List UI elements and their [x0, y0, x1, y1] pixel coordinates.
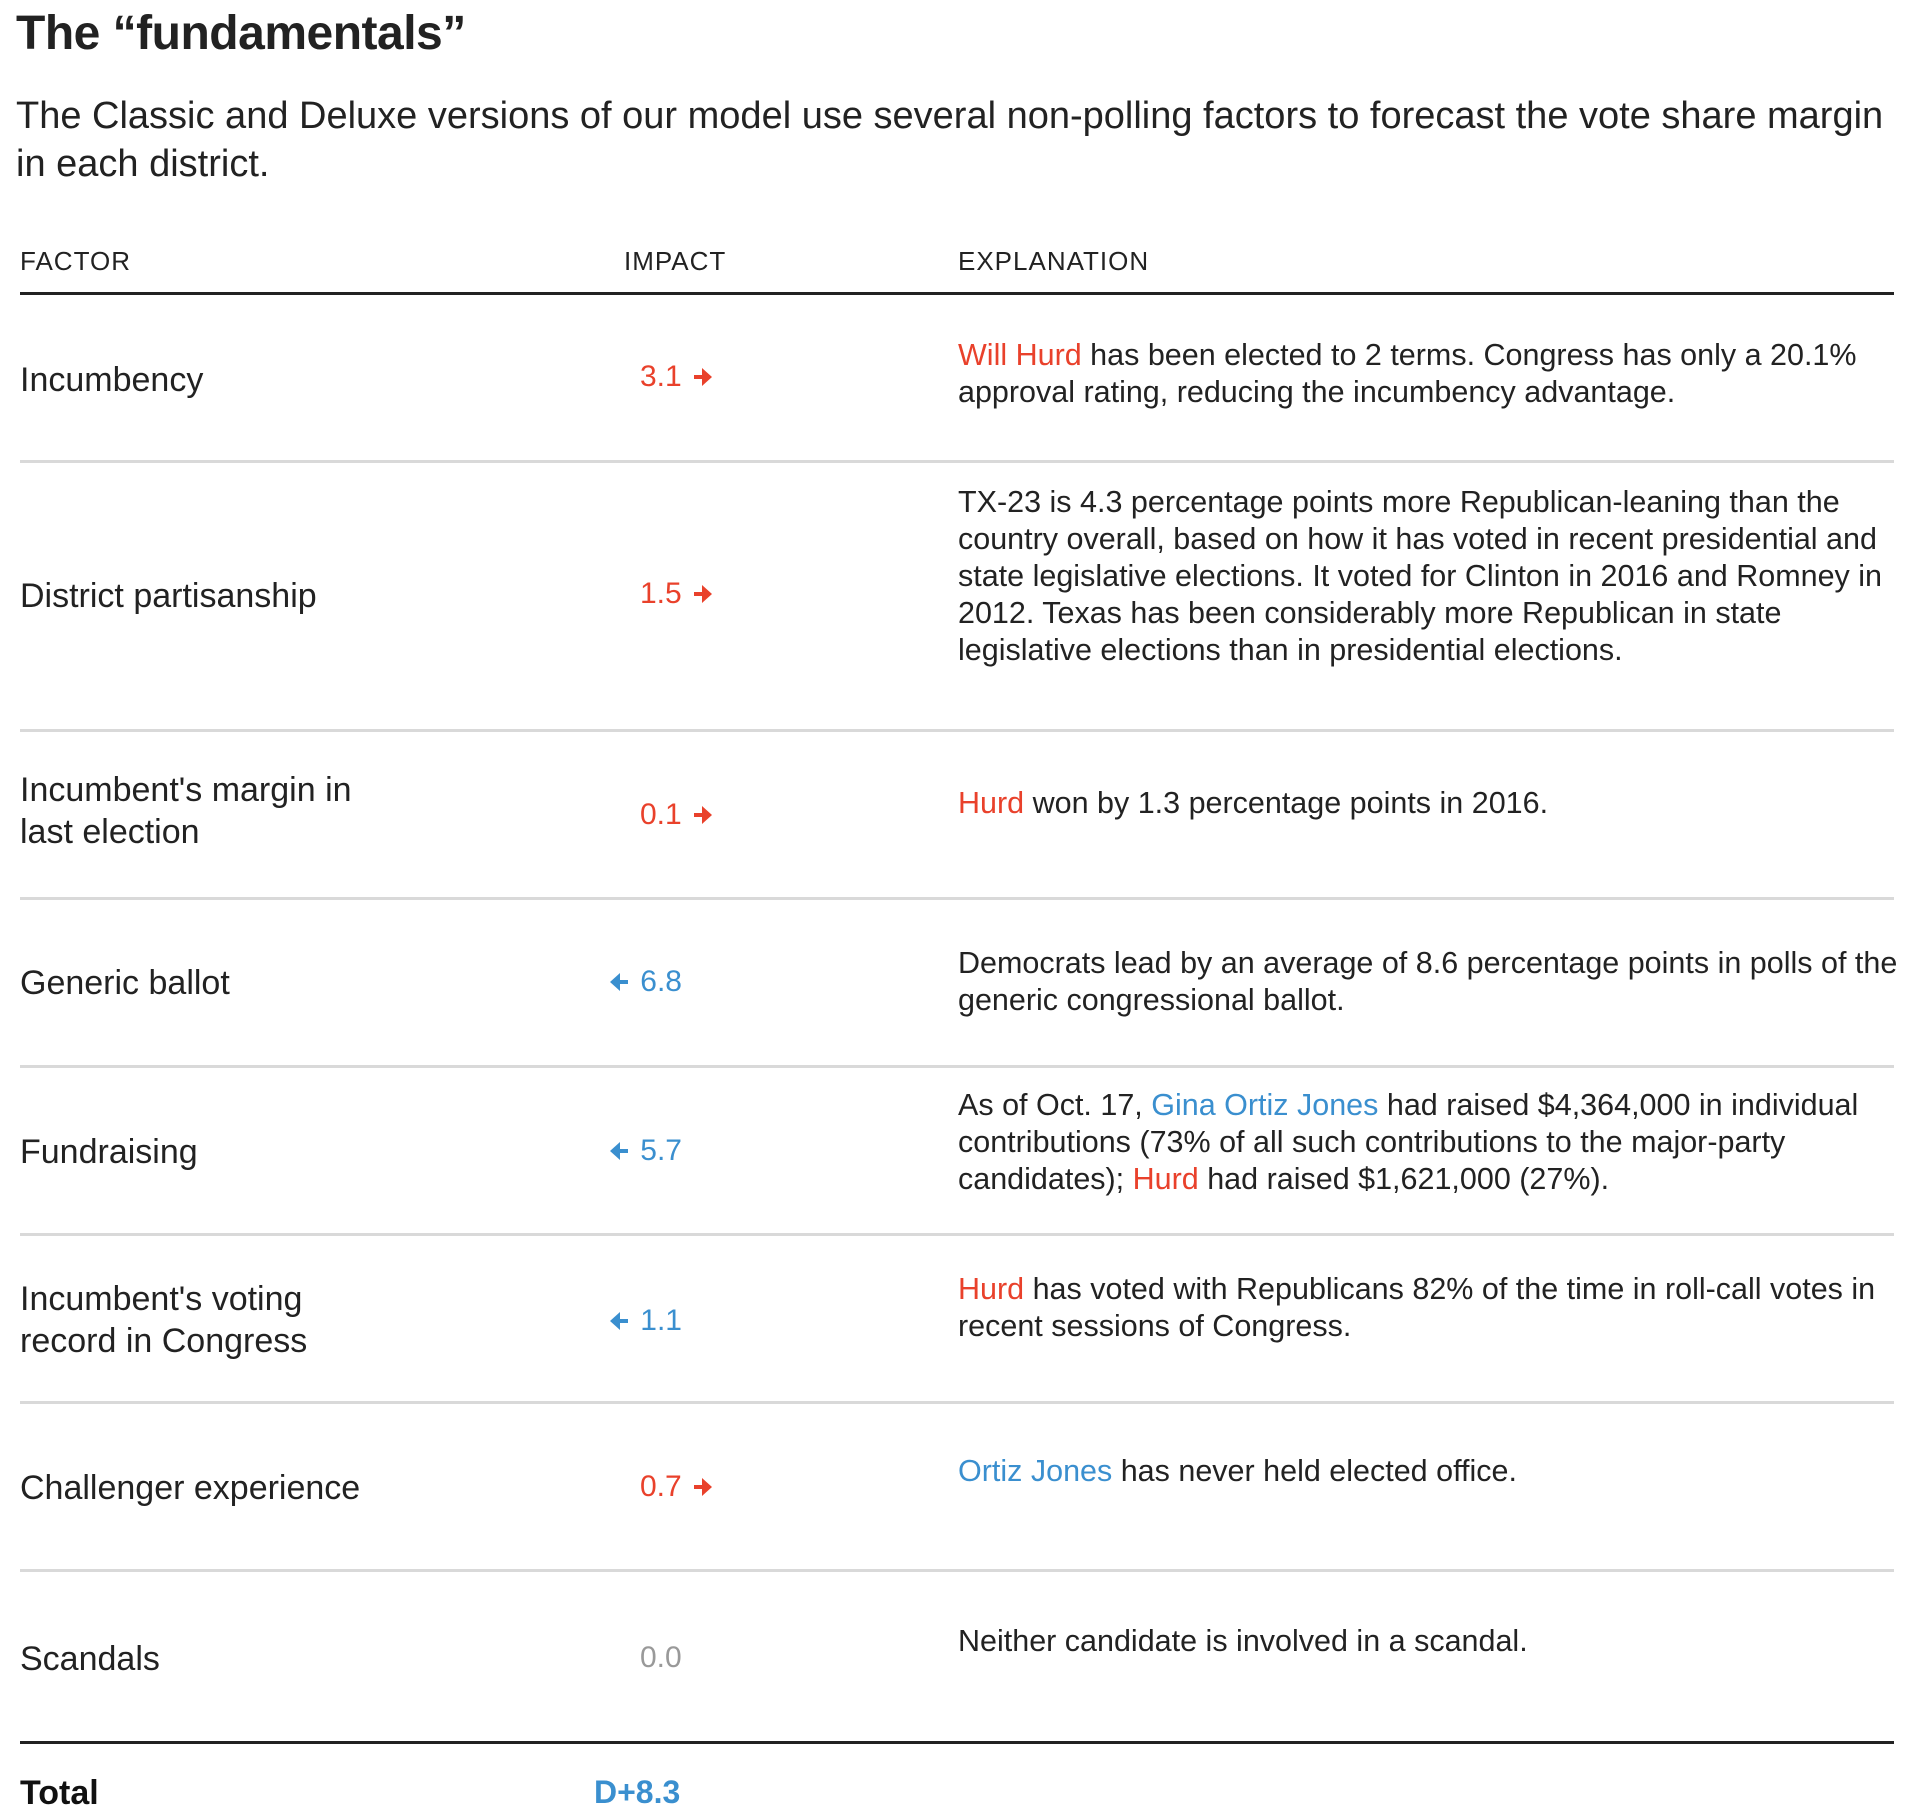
explanation-text [958, 484, 1898, 669]
candidate-name: Hurd [958, 1272, 1025, 1306]
impact-number: 6.8 [640, 965, 682, 998]
arrow-left-icon [608, 970, 630, 994]
factor-label: Scandals [20, 1640, 160, 1678]
candidate-name: Ortiz Jones [958, 1454, 1113, 1488]
candidate-name: Hurd [1132, 1162, 1199, 1196]
table-row [20, 460, 1894, 729]
explanation-text [958, 945, 1898, 1019]
arrow-right-icon [692, 803, 714, 827]
table-row [20, 1065, 1894, 1233]
explanation-text [958, 1623, 1898, 1660]
explanation-text [958, 1087, 1898, 1198]
total-divider [20, 1741, 1894, 1744]
impact-value [608, 964, 682, 1000]
explanation-segment: has been elected to 2 terms. Congress has only a 20.1% approval rating, reducing the incumbency advantage. [958, 338, 1857, 409]
table-row [20, 1401, 1894, 1569]
explanation-segment: had raised $1,621,000 (27%). [1198, 1162, 1610, 1196]
total-value: D+8.3 [594, 1774, 681, 1810]
impact-value [640, 359, 714, 395]
arrow-right-icon [692, 582, 714, 606]
column-header-factor: FACTOR [20, 246, 131, 276]
explanation-segment: TX-23 is 4.3 percentage points more Republican-leaning than the country overall, based on how it has voted in recent presidential and state legislative elections. It voted for Clinton in 2016 and Romney in 2012. Texas has been considerably more Republican in state legislative elections than in presidential elections. [958, 485, 1882, 667]
impact-value [608, 1303, 682, 1339]
explanation-segment: As of Oct. 17, [958, 1088, 1152, 1122]
impact-value [640, 797, 714, 833]
explanation-segment: has never held elected office. [1112, 1454, 1517, 1488]
impact-value [608, 1133, 682, 1169]
explanation-text [958, 1271, 1898, 1345]
candidate-name: Gina Ortiz Jones [1151, 1088, 1379, 1122]
page-subtitle: The Classic and Deluxe versions of our model use several non-polling factors to forecast the vote share margin in each district. [16, 95, 1884, 185]
impact-number: 1.1 [640, 1304, 682, 1337]
table-row [20, 897, 1898, 1065]
explanation-segment: has voted with Republicans 82% of the time in roll-call votes in recent sessions of Congress. [958, 1272, 1876, 1343]
total-label: Total [20, 1774, 99, 1812]
table-row [20, 1569, 1894, 1741]
impact-number: 0.0 [640, 1641, 682, 1674]
impact-number: 3.1 [640, 360, 682, 393]
explanation-segment: won by 1.3 percentage points in 2016. [1024, 786, 1549, 820]
arrow-left-icon [608, 1139, 630, 1163]
column-header-impact: IMPACT [624, 246, 727, 276]
factor-label: Challenger experience [20, 1469, 361, 1507]
explanation-segment: Democrats lead by an average of 8.6 percentage points in polls of the generic congressional ballot. [958, 946, 1898, 1017]
factor-label: Incumbent's voting record in Congress [20, 1280, 308, 1360]
table-row [20, 1233, 1894, 1401]
table-row [20, 295, 1894, 460]
impact-number: 0.1 [640, 798, 682, 831]
impact-value [640, 1469, 714, 1505]
impact-value [640, 576, 714, 612]
column-header-explanation: EXPLANATION [958, 246, 1150, 276]
page-title: The “fundamentals” [16, 7, 466, 60]
explanation-text [958, 785, 1898, 822]
impact-number: 1.5 [640, 577, 682, 610]
candidate-name: Will Hurd [958, 338, 1082, 372]
factor-label: Generic ballot [20, 964, 230, 1002]
factor-label: Fundraising [20, 1133, 198, 1171]
candidate-name: Hurd [958, 786, 1025, 820]
arrow-right-icon [692, 365, 714, 389]
explanation-segment: had raised $4,364,000 in individual contributions (73% of all such contributions to the major-party candidates); [958, 1088, 1859, 1196]
factor-label: Incumbent's margin in last election [20, 771, 352, 851]
impact-number: 0.7 [640, 1470, 682, 1503]
impact-number: 5.7 [640, 1134, 682, 1167]
arrow-right-icon [692, 1475, 714, 1499]
factor-label: Incumbency [20, 361, 204, 399]
factor-label: District partisanship [20, 577, 317, 615]
explanation-text [958, 337, 1898, 411]
arrow-left-icon [608, 1309, 630, 1333]
impact-value [640, 1640, 682, 1676]
explanation-text [958, 1453, 1898, 1490]
explanation-segment: Neither candidate is involved in a scandal. [958, 1624, 1528, 1658]
table-row [20, 729, 1894, 897]
